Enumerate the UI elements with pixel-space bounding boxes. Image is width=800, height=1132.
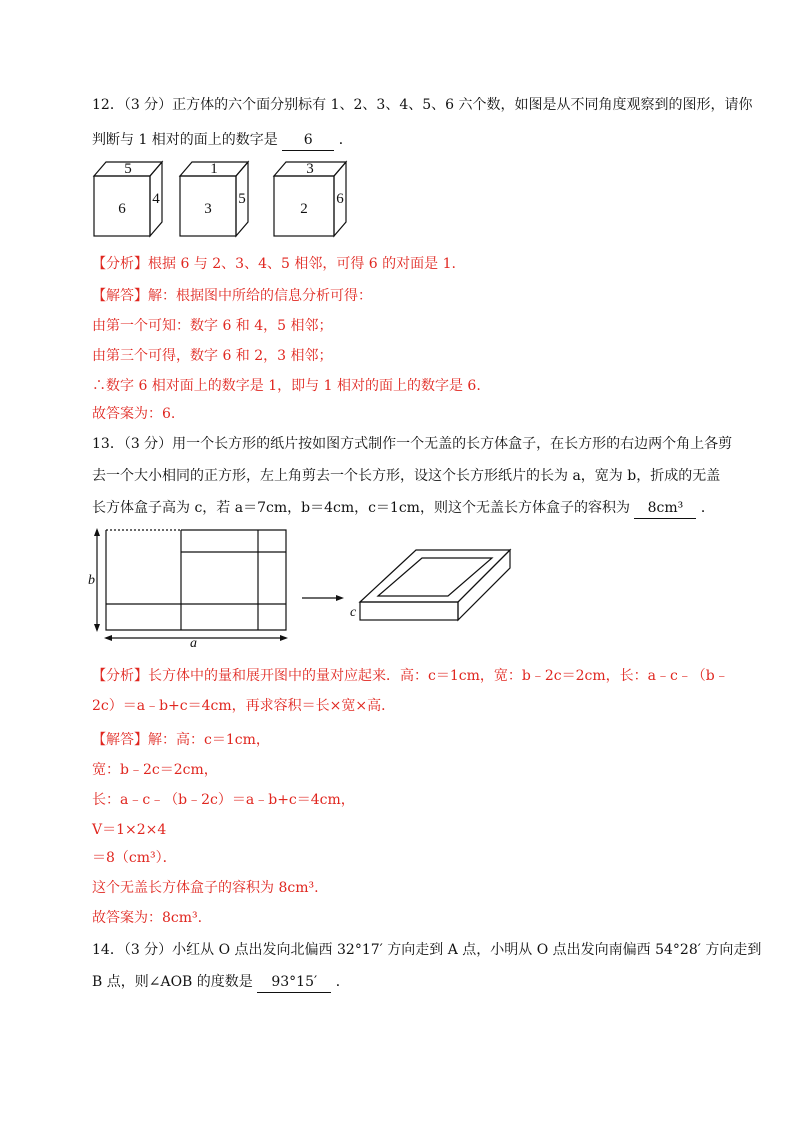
cube-3-side-number: 6 [336,191,344,207]
label-c: c [350,605,357,620]
q12-stem-line-2 [92,130,353,151]
q13-stem-line-1: 13．（3 分）用一个长方形的纸片按如图方式制作一个无盖的长方体盒子，在长方形的右边两个角上各剪 [92,436,733,452]
q13-stem-text: 长方体盒子高为 c，若 a＝7cm，b＝4cm，c＝1cm，则这个无盖长方体盒子的容积为 [92,500,630,516]
box-front-face [360,602,458,620]
q12-stem-line-1: 12．（3 分）正方体的六个面分别标有 1、2、3、4、5、6 六个数，如图是从不同角度观察到的图形，请你 [92,97,753,113]
q14-stem-text: B 点，则∠AOB 的度数是 [92,974,253,990]
q13-solution-line-6: 这个无盖长方体盒子的容积为 8cm³. [92,880,319,896]
cube-2-front-number: 3 [204,201,212,217]
q12-stem-end: ． [338,132,353,148]
q13-solution-line-5: ＝8（cm³）． [92,850,177,866]
q14-stem-line-1: 14．（3 分）小红从 O 点出发向北偏西 32°17′ 方向走到 A 点，小明从 O 点出发向南偏西 54°28′ 方向走到 [92,942,762,958]
label-a: a [190,636,197,650]
q12-answer-blank: 6 [282,130,334,151]
cube-2-top-number: 1 [210,161,218,177]
arrow-head [336,595,344,601]
box-side-face [458,550,510,620]
q13-solution-line-3: 长：a﹣c﹣（b﹣2c）＝a﹣b+c＝4cm， [92,792,355,808]
cube-3-top-number: 3 [306,161,314,177]
a-arrowhead-right [280,635,288,641]
cube-1-top-number: 5 [124,161,132,177]
q13-solution-line-7: 故答案为：8cm³. [92,910,203,926]
q13-solution-line-1: 【解答】解：高：c＝1cm， [92,732,270,748]
box-net-figure [86,520,526,650]
label-b: b [88,573,95,588]
q13-stem-line-2: 去一个大小相同的正方形，左上角剪去一个长方形，设这个长方形纸片的长为 a，宽为 b，折成的无盖 [92,468,721,484]
a-arrowhead-left [104,635,112,641]
q14-stem-line-2 [92,972,350,993]
box-inner-rim [378,558,492,596]
q12-solution-line-3: 由第三个可得，数字 6 和 2，3 相邻； [92,348,333,364]
q12-solution-line-5: 故答案为：6. [92,406,176,422]
q13-stem-end: ． [700,500,715,516]
cube-3-front-number: 2 [300,201,308,217]
cube-2-side-number: 5 [238,191,246,207]
q12-solution-line-1: 【解答】解：根据图中所给的信息分析可得： [92,288,372,304]
q13-analysis-line-2: 2c）＝a﹣b+c＝4cm，再求容积＝长×宽×高． [92,698,396,714]
q12-stem-text: 判断与 1 相对的面上的数字是 [92,132,278,148]
q13-solution-line-2: 宽：b﹣2c＝2cm， [92,762,218,778]
net-outline [106,530,286,630]
q12-solution-line-2: 由第一个可知：数字 6 和 4，5 相邻； [92,318,333,334]
b-arrowhead-bottom [94,624,100,632]
q13-answer-blank: 8cm³ [634,498,696,519]
cube-1-front-number: 6 [118,201,126,217]
q14-answer-blank: 93°15′ [257,972,331,993]
dice-figure [88,158,358,242]
q12-solution-line-4: ∴数字 6 相对面上的数字是 1，即与 1 相对的面上的数字是 6. [92,378,481,394]
q14-stem-end: ． [335,974,350,990]
q13-stem-line-3 [92,498,715,519]
q13-solution-line-4: V＝1×2×4 [92,822,167,838]
q13-analysis-line-1: 【分析】长方体中的量和展开图中的量对应起来．高：c＝1cm，宽：b﹣2c＝2cm，长：a﹣c﹣（b﹣ [92,668,729,684]
cube-1-side-number: 4 [152,191,160,207]
b-arrowhead-top [94,528,100,536]
q12-analysis: 【分析】根据 6 与 2、3、4、5 相邻，可得 6 的对面是 1. [92,256,456,272]
